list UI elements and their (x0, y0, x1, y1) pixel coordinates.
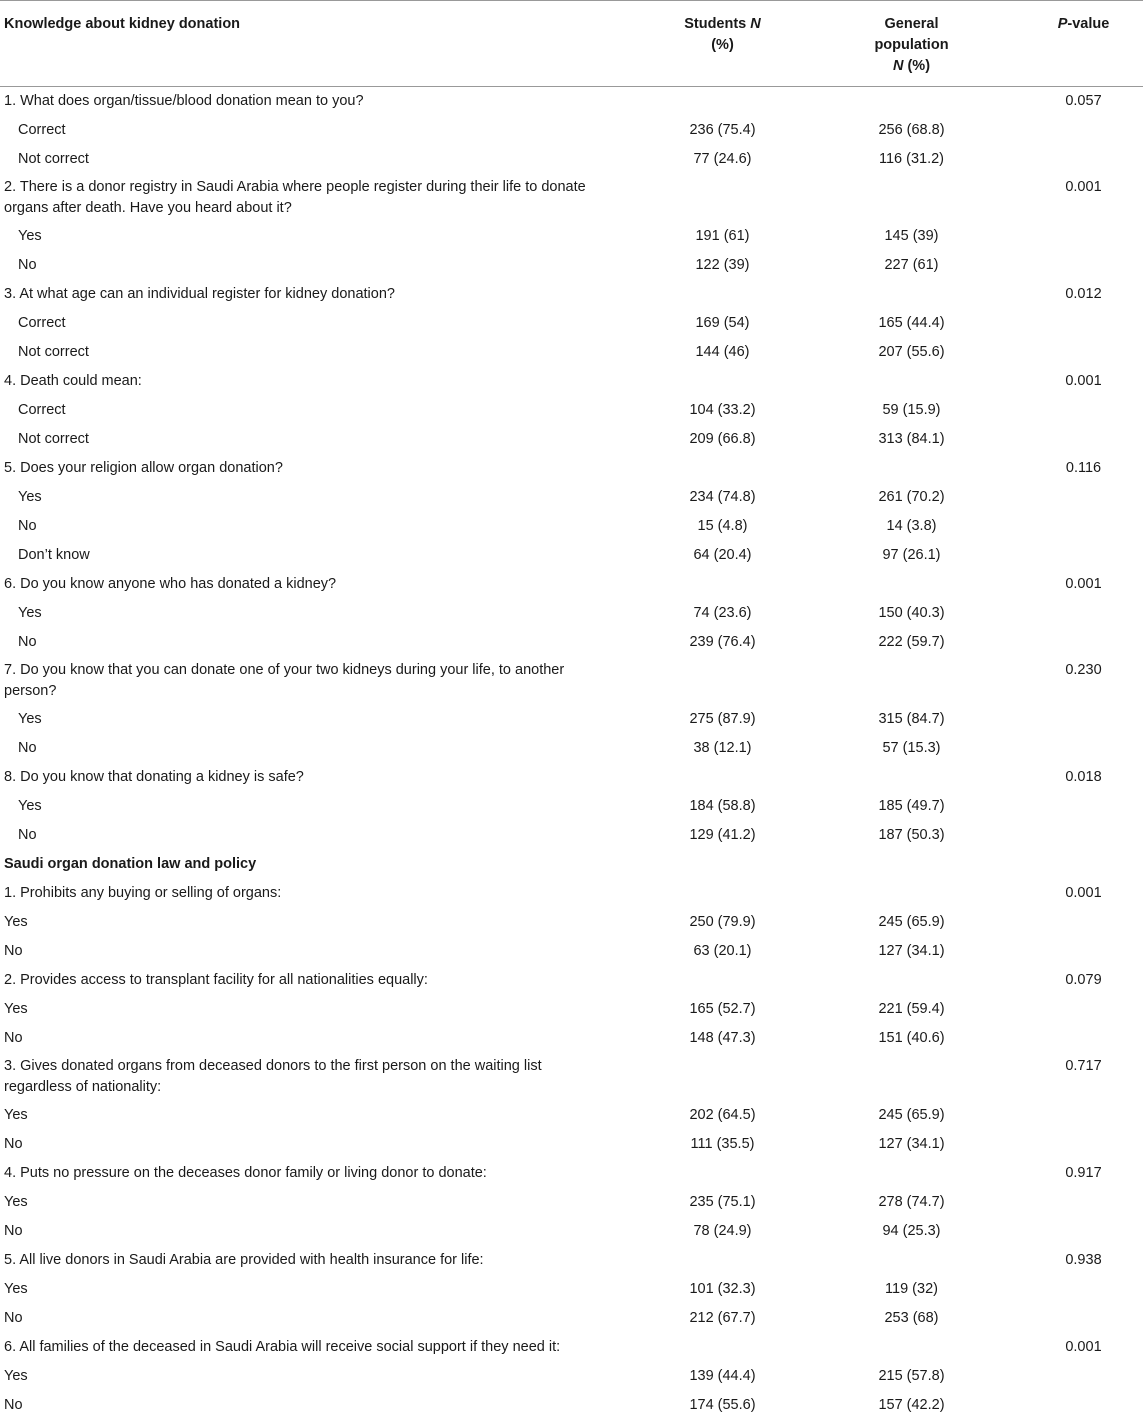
students-value (610, 174, 835, 222)
general-population-value: 14 (3.8) (886, 517, 937, 534)
row-label: No (18, 256, 37, 273)
row-label: 4. Puts no pressure on the deceases donor family or living donor to donate: (4, 1164, 487, 1181)
students-value (610, 454, 835, 483)
question-row (0, 174, 1143, 222)
students-value: 209 (66.8) (689, 430, 756, 447)
table-header (0, 1, 1143, 87)
row-label: 3. Gives donated organs from deceased donors to the first person on the waiting list regardless of nationality: (4, 1057, 542, 1095)
row-label: Yes (18, 488, 42, 505)
general-population-value (835, 174, 988, 222)
p-value (988, 541, 1143, 570)
p-value: 0.012 (1065, 285, 1102, 302)
students-value: 275 (87.9) (689, 710, 756, 727)
general-population-value (835, 850, 988, 879)
row-label: No (4, 942, 23, 959)
row-label: 8. Do you know that donating a kidney is safe? (4, 768, 304, 785)
p-value: 0.230 (1065, 661, 1102, 678)
answer-row (0, 1217, 1143, 1246)
row-label: Correct (18, 401, 66, 418)
row-label: Yes (18, 797, 42, 814)
question-row (0, 1159, 1143, 1188)
answer-row (0, 541, 1143, 570)
students-value: 111 (35.5) (690, 1135, 755, 1152)
general-population-value: 253 (68) (884, 1309, 939, 1326)
p-value (988, 599, 1143, 628)
p-value: 0.079 (1065, 971, 1102, 988)
row-label: Yes (4, 1106, 28, 1123)
question-row (0, 966, 1143, 995)
p-value: 0.001 (1065, 884, 1102, 901)
general-population-value: 97 (26.1) (882, 546, 941, 563)
students-value: 144 (46) (695, 343, 750, 360)
row-label: Correct (18, 314, 66, 331)
general-population-value (835, 280, 988, 309)
question-row (0, 1246, 1143, 1275)
row-label: No (4, 1222, 23, 1239)
p-value: 0.001 (1065, 372, 1102, 389)
answer-row (0, 1275, 1143, 1304)
answer-row (0, 1304, 1143, 1333)
question-row (0, 1053, 1143, 1101)
answer-row (0, 908, 1143, 937)
students-value: 174 (55.6) (689, 1396, 756, 1413)
row-label: No (18, 826, 37, 843)
answer-row (0, 222, 1143, 251)
students-value: 122 (39) (695, 256, 750, 273)
general-population-value: 261 (70.2) (878, 488, 945, 505)
row-label: Saudi organ donation law and policy (4, 855, 257, 872)
general-population-value: 157 (42.2) (878, 1396, 945, 1413)
students-value: 129 (41.2) (689, 826, 756, 843)
students-value: 239 (76.4) (689, 633, 756, 650)
answer-row (0, 937, 1143, 966)
header-students: Students N (%) (610, 1, 835, 87)
row-label: No (18, 633, 37, 650)
students-value (610, 657, 835, 705)
p-value (988, 425, 1143, 454)
students-value (610, 763, 835, 792)
general-population-value (835, 454, 988, 483)
students-value: 212 (67.7) (689, 1309, 756, 1326)
p-value (988, 1391, 1143, 1420)
p-value (988, 734, 1143, 763)
row-label: Not correct (18, 343, 89, 360)
general-population-value (835, 367, 988, 396)
question-row (0, 1333, 1143, 1362)
general-population-value: 187 (50.3) (878, 826, 945, 843)
section-row (0, 850, 1143, 879)
question-row (0, 367, 1143, 396)
row-label: Yes (18, 604, 42, 621)
row-label: Yes (4, 1193, 28, 1210)
p-value (988, 705, 1143, 734)
students-value (610, 367, 835, 396)
general-population-value: 127 (34.1) (878, 942, 945, 959)
general-population-value (835, 570, 988, 599)
row-label: Yes (4, 1367, 28, 1384)
students-value: 38 (12.1) (693, 739, 752, 756)
question-row (0, 280, 1143, 309)
students-value: 235 (75.1) (689, 1193, 756, 1210)
general-population-value: 256 (68.8) (878, 121, 945, 138)
answer-row (0, 309, 1143, 338)
general-population-value: 185 (49.7) (878, 797, 945, 814)
general-population-value: 245 (65.9) (878, 913, 945, 930)
students-value: 202 (64.5) (689, 1106, 756, 1123)
answer-row (0, 792, 1143, 821)
general-population-value: 150 (40.3) (878, 604, 945, 621)
answer-row (0, 145, 1143, 174)
p-value (988, 251, 1143, 280)
general-population-value (835, 966, 988, 995)
general-population-value: 127 (34.1) (878, 1135, 945, 1152)
p-value (988, 792, 1143, 821)
row-label: 5. Does your religion allow organ donation? (4, 459, 283, 476)
row-label: Not correct (18, 150, 89, 167)
p-value: 0.917 (1065, 1164, 1102, 1181)
general-population-value (835, 1246, 988, 1275)
row-label: No (18, 739, 37, 756)
row-label: 4. Death could mean: (4, 372, 142, 389)
p-value: 0.717 (1065, 1057, 1102, 1074)
students-value (610, 1246, 835, 1275)
answer-row (0, 425, 1143, 454)
general-population-value (835, 657, 988, 705)
answer-row (0, 116, 1143, 145)
question-row (0, 763, 1143, 792)
p-value (988, 995, 1143, 1024)
p-value (988, 937, 1143, 966)
general-population-value: 57 (15.3) (882, 739, 941, 756)
general-population-value: 221 (59.4) (878, 1000, 945, 1017)
p-value: 0.116 (1065, 459, 1102, 476)
students-value (610, 850, 835, 879)
students-value (610, 1053, 835, 1101)
students-value (610, 1159, 835, 1188)
students-value (610, 280, 835, 309)
general-population-value: 207 (55.6) (878, 343, 945, 360)
row-label: No (4, 1029, 23, 1046)
students-value: 77 (24.6) (693, 150, 752, 167)
row-label: No (18, 517, 37, 534)
students-value: 15 (4.8) (697, 517, 748, 534)
row-label: Not correct (18, 430, 89, 447)
p-value (988, 222, 1143, 251)
question-row (0, 87, 1143, 116)
row-label: No (4, 1309, 23, 1326)
p-value (988, 116, 1143, 145)
table-body (0, 87, 1143, 1420)
answer-row (0, 1188, 1143, 1217)
row-label: 7. Do you know that you can donate one of your two kidneys during your life, to another person? (4, 661, 565, 699)
students-value (610, 87, 835, 116)
general-population-value (835, 763, 988, 792)
students-value: 78 (24.9) (693, 1222, 752, 1239)
row-label: 2. Provides access to transplant facility for all nationalities equally: (4, 971, 428, 988)
general-population-value: 119 (32) (885, 1280, 938, 1297)
p-value (988, 850, 1143, 879)
answer-row (0, 1101, 1143, 1130)
general-population-value (835, 1053, 988, 1101)
general-population-value: 278 (74.7) (878, 1193, 945, 1210)
row-label: Correct (18, 121, 66, 138)
answer-row (0, 483, 1143, 512)
p-value (988, 821, 1143, 850)
students-value: 63 (20.1) (693, 942, 752, 959)
question-row (0, 570, 1143, 599)
p-value (988, 1024, 1143, 1053)
general-population-value: 151 (40.6) (878, 1029, 945, 1046)
general-population-value: 245 (65.9) (878, 1106, 945, 1123)
row-label: 1. Prohibits any buying or selling of organs: (4, 884, 282, 901)
p-value: 0.001 (1065, 178, 1102, 195)
answer-row (0, 512, 1143, 541)
students-value (610, 1333, 835, 1362)
general-population-value (835, 1333, 988, 1362)
general-population-value: 222 (59.7) (878, 633, 945, 650)
p-value (988, 396, 1143, 425)
general-population-value: 227 (61) (884, 256, 939, 273)
p-value (988, 309, 1143, 338)
p-value: 0.001 (1065, 1338, 1102, 1355)
p-value: 0.018 (1065, 768, 1102, 785)
row-label: 5. All live donors in Saudi Arabia are provided with health insurance for life: (4, 1251, 484, 1268)
general-population-value: 313 (84.1) (878, 430, 945, 447)
p-value (988, 1188, 1143, 1217)
students-value: 74 (23.6) (693, 604, 752, 621)
p-value (988, 1362, 1143, 1391)
row-label: 6. All families of the deceased in Saudi Arabia will receive social support if they need it: (4, 1338, 561, 1355)
row-label: No (4, 1135, 23, 1152)
general-population-value: 59 (15.9) (882, 401, 941, 418)
general-population-value: 94 (25.3) (882, 1222, 941, 1239)
general-population-value (835, 1159, 988, 1188)
row-label: Don’t know (18, 546, 90, 563)
answer-row (0, 1362, 1143, 1391)
question-row (0, 657, 1143, 705)
header-knowledge: Knowledge about kidney donation (0, 1, 610, 87)
row-label: Yes (4, 1280, 28, 1297)
answer-row (0, 1130, 1143, 1159)
answer-row (0, 251, 1143, 280)
p-value (988, 1275, 1143, 1304)
row-label: Yes (18, 227, 42, 244)
answer-row (0, 995, 1143, 1024)
row-label: 2. There is a donor registry in Saudi Arabia where people register during their life to donate organs after death. Have you heard about it? (4, 178, 586, 216)
answer-row (0, 599, 1143, 628)
students-value: 165 (52.7) (689, 1000, 756, 1017)
p-value (988, 338, 1143, 367)
answer-row (0, 734, 1143, 763)
p-value: 0.938 (1065, 1251, 1102, 1268)
students-value: 191 (61) (695, 227, 750, 244)
students-value: 169 (54) (695, 314, 750, 331)
students-value: 250 (79.9) (689, 913, 756, 930)
general-population-value: 315 (84.7) (878, 710, 945, 727)
students-value (610, 966, 835, 995)
students-value: 139 (44.4) (689, 1367, 756, 1384)
row-label: No (4, 1396, 23, 1413)
p-value (988, 1101, 1143, 1130)
p-value (988, 1304, 1143, 1333)
row-label: 1. What does organ/tissue/blood donation mean to you? (4, 92, 364, 109)
p-value: 0.001 (1065, 575, 1102, 592)
answer-row (0, 396, 1143, 425)
answer-row (0, 338, 1143, 367)
answer-row (0, 628, 1143, 657)
question-row (0, 879, 1143, 908)
p-value (988, 1217, 1143, 1246)
students-value: 104 (33.2) (689, 401, 756, 418)
p-value (988, 483, 1143, 512)
row-label: Yes (4, 1000, 28, 1017)
general-population-value: 165 (44.4) (878, 314, 945, 331)
general-population-value: 145 (39) (884, 227, 939, 244)
students-value: 234 (74.8) (689, 488, 756, 505)
students-value (610, 570, 835, 599)
p-value (988, 1130, 1143, 1159)
students-value: 184 (58.8) (689, 797, 756, 814)
row-label: Yes (4, 913, 28, 930)
students-value: 101 (32.3) (689, 1280, 756, 1297)
students-value (610, 879, 835, 908)
general-population-value: 215 (57.8) (878, 1367, 945, 1384)
p-value (988, 628, 1143, 657)
students-value: 64 (20.4) (693, 546, 752, 563)
p-value: 0.057 (1065, 92, 1102, 109)
general-population-value: 116 (31.2) (878, 150, 945, 167)
p-value (988, 145, 1143, 174)
students-value: 236 (75.4) (689, 121, 756, 138)
p-value (988, 908, 1143, 937)
answer-row (0, 821, 1143, 850)
row-label: 6. Do you know anyone who has donated a kidney? (4, 575, 337, 592)
row-label: Yes (18, 710, 42, 727)
question-row (0, 454, 1143, 483)
students-value: 148 (47.3) (689, 1029, 756, 1046)
answer-row (0, 1024, 1143, 1053)
header-general-population: General population N (%) (835, 1, 988, 87)
general-population-value (835, 879, 988, 908)
general-population-value (835, 87, 988, 116)
p-value (988, 512, 1143, 541)
answer-row (0, 705, 1143, 734)
row-label: 3. At what age can an individual register for kidney donation? (4, 285, 395, 302)
answer-row (0, 1391, 1143, 1420)
header-p-value: P-value (988, 1, 1143, 87)
